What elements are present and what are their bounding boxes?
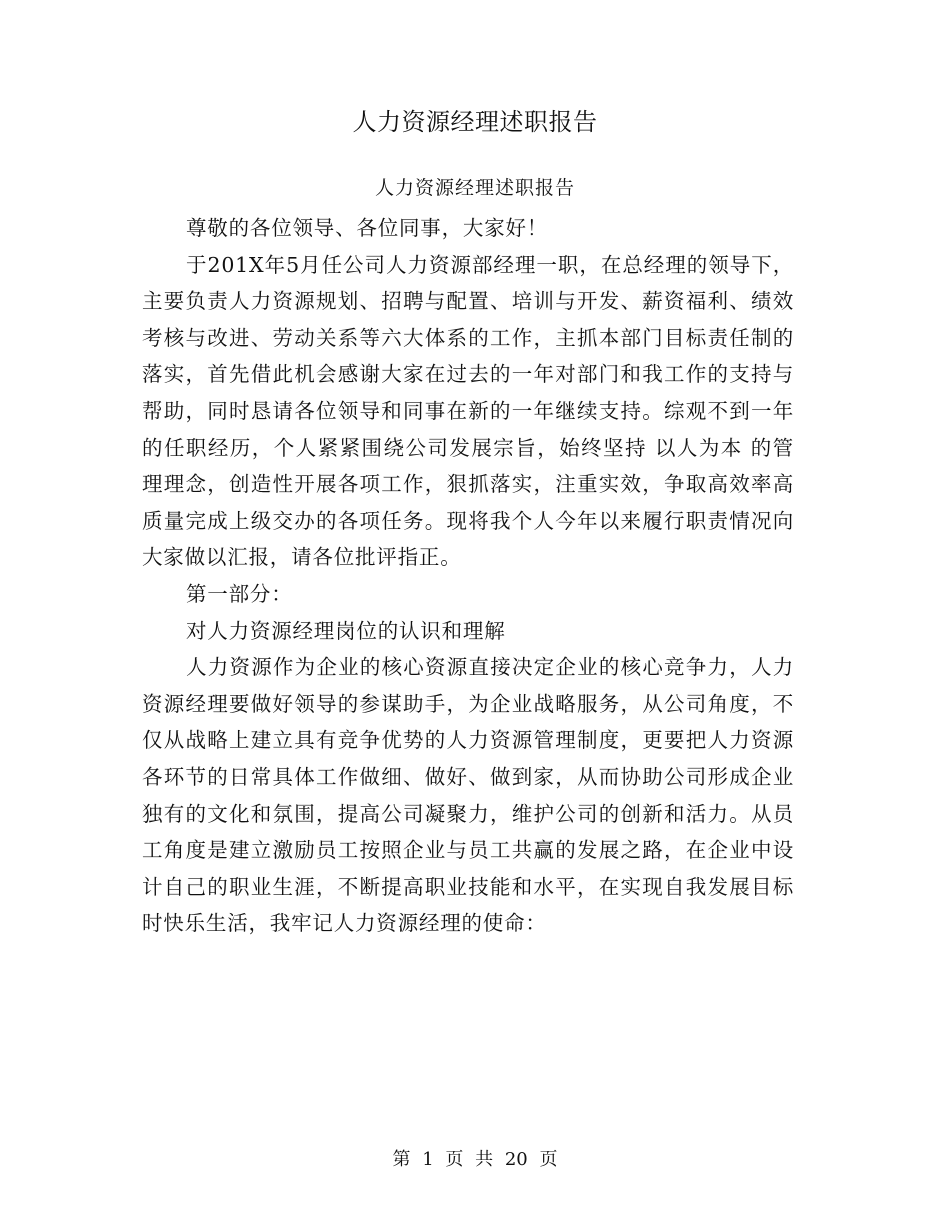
- document-body: [142, 210, 794, 942]
- document-subtitle: 人力资源经理述职报告: [374, 177, 575, 199]
- section-paragraph: 人力资源作为企业的核心资源直接决定企业的核心竞争力，人力资源经理要做好领导的参谋助手，为企业战略服务，从公司角度，不仅从战略上建立具有竞争优势的人力资源管理制度，更要把人力资源各环节的日常具体工作做细、做好、做到家，从而协助公司形成企业独有的文化和氛围，提高公司凝聚力，维护公司的创新和活力。从员工角度是建立激励员工按照企业与员工共赢的发展之路，在企业中设计自己的职业生涯，不断提高职业技能和水平，在实现自我发展目标时快乐生活，我牢记人力资源经理的使命：: [142, 655, 794, 936]
- intro-paragraph: 于201X年5月任公司人力资源部经理一职，在总经理的领导下，主要负责人力资源规划、招聘与配置、培训与开发、薪资福利、绩效考核与改进、劳动关系等六大体系的工作，主抓本部门目标责任制的落实，首先借此机会感谢大家在过去的一年对部门和我工作的支持与帮助，同时恳请各位领导和同事在新的一年继续支持。综观不到一年的任职经历，个人紧紧围绕公司发展宗旨，始终坚持 以人为本 的管理理念，创造性开展各项工作，狠抓落实，注重实效，争取高效率高质量完成上级交办的各项任务。现将我个人今年以来履行职责情况向大家做以汇报，请各位批评指正。: [142, 252, 794, 570]
- document-title: 人力资源经理述职报告: [352, 108, 598, 136]
- page-number-footer: 第 1 页 共 20 页: [392, 1149, 558, 1170]
- section-subheading: 对人力资源经理岗位的认识和理解: [186, 618, 506, 643]
- greeting-paragraph: 尊敬的各位领导、各位同事，大家好！: [186, 216, 549, 240]
- section-heading: 第一部分：: [186, 581, 293, 606]
